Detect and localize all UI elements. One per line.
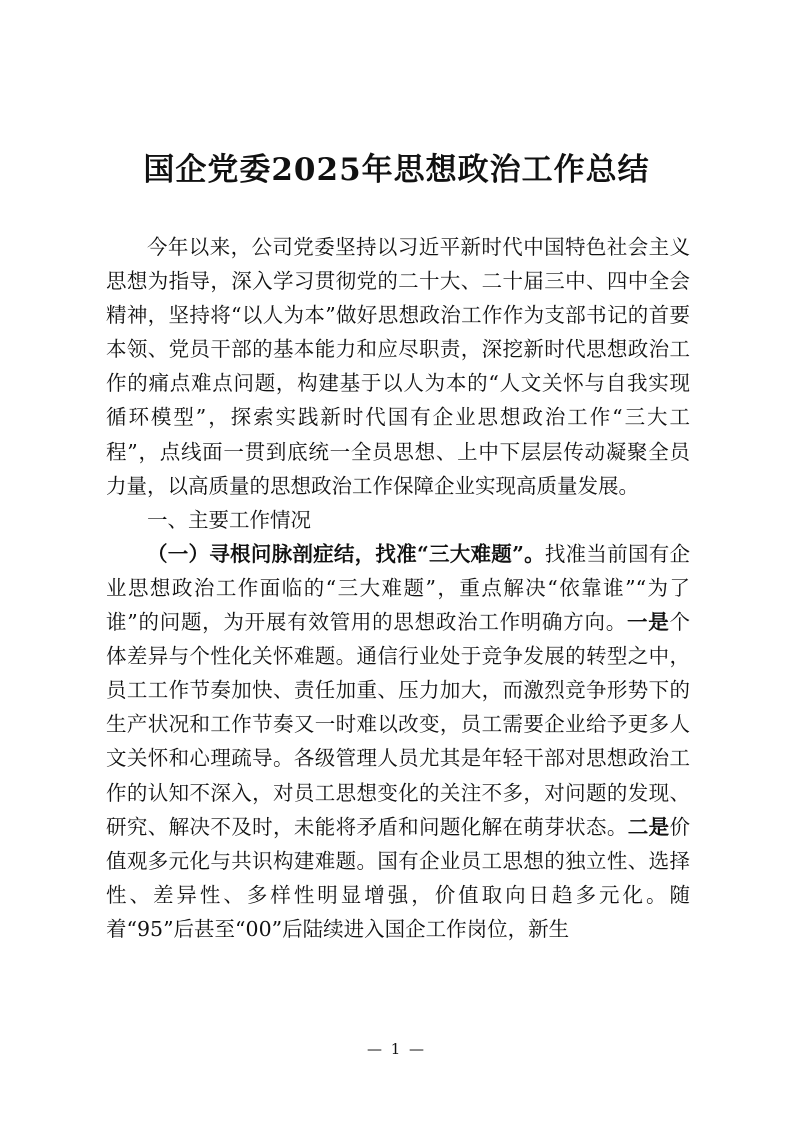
page-number: — 1 — [366,1040,427,1058]
point-text-2: 价值观多元化与共识构建难题。国有企业员工思想的独立性、选择性、差异性、多样性明显增强，价值取向日趋多元化。随着“95”后甚至“00”后陆续进入国企工作岗位，新生 [106,814,691,941]
document-body [106,230,690,946]
intro-paragraph: 今年以来，公司党委坚持以习近平新时代中国特色社会主义思想为指导，深入学习贯彻党的二十大、二十届三中、四中全会精神，坚持将“以人为本”做好思想政治工作作为支部书记的首要本领、党员干部的基本能力和应尽职责，深挖新时代思想政治工作的痛点难点问题，构建基于以人为本的“人文关怀与自我实现循环模型”，探索实践新时代国有企业思想政治工作“三大工程”，点线面一贯到底统一全员思想、上中下层层传动凝聚全员力量，以高质量的思想政治工作保障企业实现高质量发展。 [106,235,690,498]
point-text-1: 个体差异与个性化关怀难题。通信行业处于竞争发展的转型之中，员工工作节奏加快、责任加重、压力加大，而激烈竞争形势下的生产状况和工作节奏又一时难以改变，员工需要企业给予更多人文关怀和心理疏导。各级管理人员尤其是年轻干部对思想政治工作的认知不深入，对员工思想变化的关注不多，对问题的发现、研究、解决不及时，未能将矛盾和问题化解在萌芽状态。 [106,610,690,839]
point-label-2: 二是 [627,814,670,839]
subsection-paragraph [106,537,690,946]
subsection-text: 找准当前国有企业思想政治工作面临的“三大难题”，重点解决“依靠谁”“为了谁”的问题，为开展有效管用的思想政治工作明确方向。 [106,541,690,635]
section-heading: 一、主要工作情况 [147,507,311,532]
point-label-1: 一是 [627,610,670,635]
subsection-heading: （一）寻根问脉剖症结，找准“三大难题”。 [147,541,545,566]
document-title: 国企党委2025年思想政治工作总结 [143,152,650,188]
